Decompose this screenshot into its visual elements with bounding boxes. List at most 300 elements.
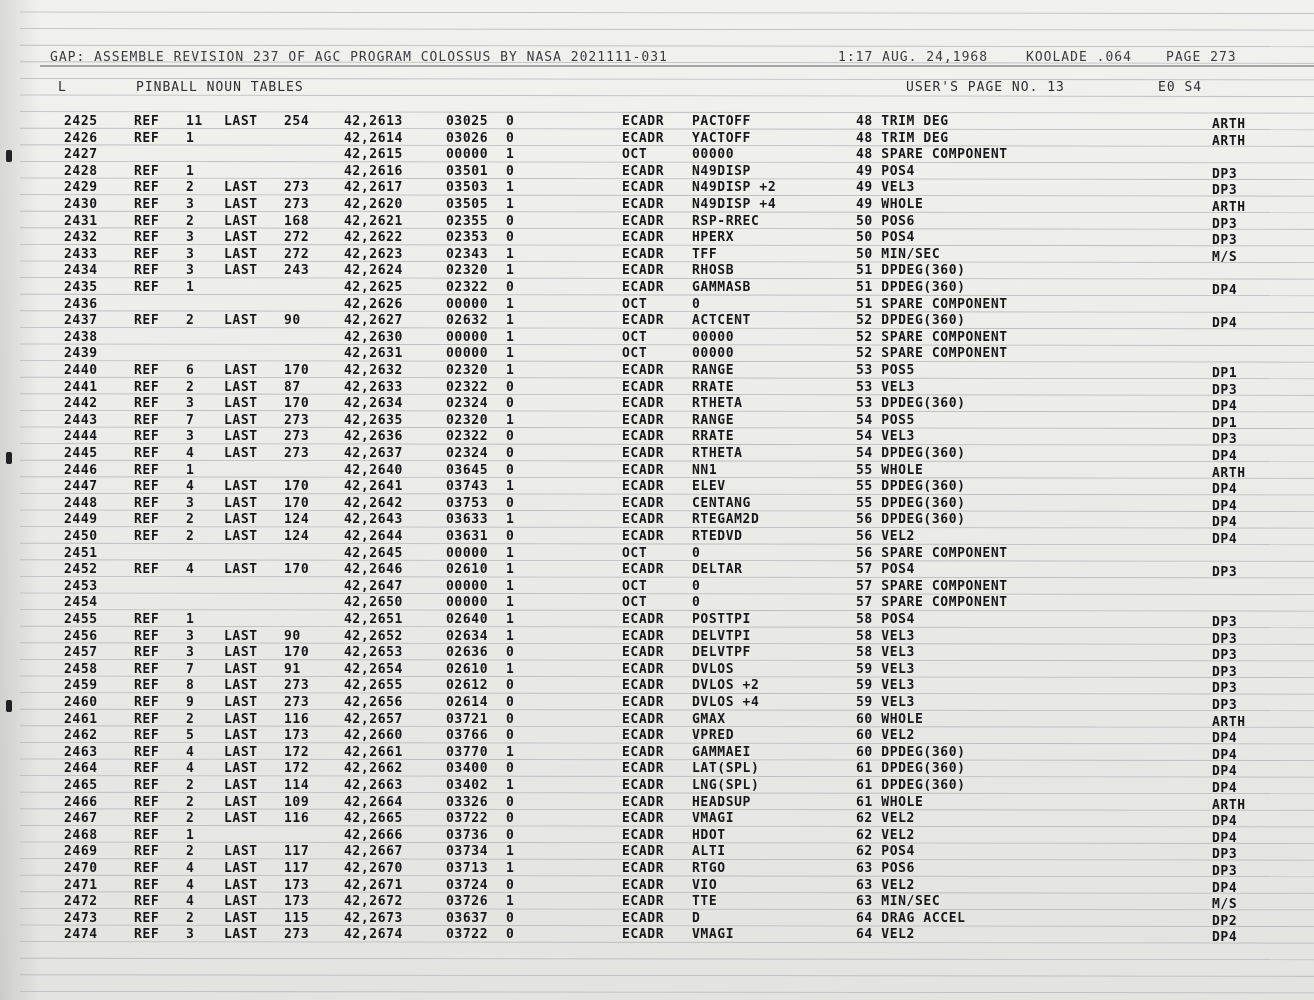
parity-bit: 0 <box>506 645 515 661</box>
ref-tag: REF <box>134 313 160 329</box>
line-number: 2468 <box>64 827 98 843</box>
opcode: ECADR <box>622 163 665 179</box>
operand: GAMMASB <box>692 280 751 295</box>
memory-address: 42,2644 <box>344 529 403 544</box>
memory-address: 42,2617 <box>344 180 403 196</box>
last-tag: LAST <box>224 446 258 461</box>
opcode: ECADR <box>622 894 665 910</box>
ref-count: 2 <box>186 529 195 544</box>
scale-format: DP4 <box>1212 449 1238 464</box>
memory-address: 42,2672 <box>344 894 403 910</box>
parity-bit: 0 <box>506 396 515 412</box>
operand: 00000 <box>692 147 735 163</box>
octal-value: 03637 <box>446 910 489 926</box>
listing-row <box>0 214 1314 230</box>
noun-comment: 51 DPDEG(360) <box>856 263 966 279</box>
scale-format: DP4 <box>1212 515 1238 531</box>
memory-address: 42,2663 <box>344 778 403 793</box>
noun-comment: 64 DRAG ACCEL <box>856 910 966 926</box>
noun-comment: 53 VEL3 <box>856 379 915 395</box>
opcode: ECADR <box>622 811 665 827</box>
parity-bit: 0 <box>506 379 515 395</box>
operand: RANGE <box>692 363 735 378</box>
noun-comment: 56 SPARE COMPONENT <box>856 545 1008 561</box>
scale-format: DP4 <box>1212 747 1238 763</box>
line-number: 2462 <box>64 728 98 744</box>
octal-value: 03713 <box>446 861 489 876</box>
last-tag: LAST <box>224 711 258 727</box>
memory-address: 42,2642 <box>344 495 403 511</box>
operand: 0 <box>692 545 701 561</box>
octal-value: 02640 <box>446 612 489 627</box>
octal-value: 02322 <box>446 429 489 445</box>
noun-comment: 55 DPDEG(360) <box>856 479 966 495</box>
ref-count: 2 <box>186 379 195 395</box>
scale-format: DP1 <box>1212 366 1238 381</box>
listing-row <box>0 894 1314 913</box>
noun-comment: 58 POS4 <box>856 612 915 627</box>
section-title: PINBALL NOUN TABLES <box>136 80 304 95</box>
noun-comment: 60 VEL2 <box>856 728 915 744</box>
last-page: 91 <box>284 661 301 677</box>
parity-bit: 0 <box>506 213 515 229</box>
operand: N49DISP <box>692 163 751 179</box>
memory-address: 42,2615 <box>344 147 403 163</box>
ref-count: 8 <box>186 678 195 694</box>
noun-comment: 50 MIN/SEC <box>856 246 941 262</box>
line-number: 2448 <box>64 495 98 511</box>
opcode: ECADR <box>622 910 665 926</box>
octal-value: 02320 <box>446 412 489 428</box>
last-tag: LAST <box>224 197 258 212</box>
opcode: OCT <box>622 147 648 163</box>
opcode: OCT <box>622 346 648 362</box>
parity-bit: 1 <box>506 545 515 561</box>
opcode: OCT <box>622 296 648 312</box>
last-tag: LAST <box>224 246 258 262</box>
line-number: 2426 <box>64 130 98 146</box>
ref-tag: REF <box>134 628 160 644</box>
operand: 0 <box>692 595 701 611</box>
opcode: ECADR <box>622 761 665 777</box>
scale-format: ARTH <box>1212 117 1246 132</box>
last-tag: LAST <box>224 744 258 760</box>
operand: POSTTPI <box>692 612 751 627</box>
scale-format: DP3 <box>1212 864 1238 879</box>
ref-tag: REF <box>134 744 160 760</box>
ref-tag: REF <box>134 130 160 146</box>
last-tag: LAST <box>224 529 258 544</box>
operand: LNG(SPL) <box>692 778 760 793</box>
parity-bit: 1 <box>506 329 515 345</box>
noun-comment: 49 VEL3 <box>856 180 915 196</box>
octal-value: 00000 <box>446 329 489 345</box>
operand: RTEGAM2D <box>692 512 760 528</box>
listing-row <box>0 778 1314 794</box>
operand: DVLOS +4 <box>692 695 760 710</box>
memory-address: 42,2633 <box>344 379 403 395</box>
scale-format: DP3 <box>1212 382 1238 398</box>
ref-tag: REF <box>134 263 160 279</box>
ref-count: 3 <box>186 628 195 644</box>
ref-count: 2 <box>186 512 195 528</box>
ref-count: 2 <box>186 794 195 810</box>
last-tag: LAST <box>224 661 258 677</box>
scale-format: DP3 <box>1212 664 1238 680</box>
last-tag: LAST <box>224 877 258 893</box>
opcode: ECADR <box>622 695 665 710</box>
noun-comment: 56 VEL2 <box>856 529 915 544</box>
opcode: ECADR <box>622 844 665 860</box>
ref-count: 3 <box>186 495 195 511</box>
last-page: 170 <box>284 562 310 578</box>
ref-count: 2 <box>186 711 195 727</box>
noun-comment: 54 DPDEG(360) <box>856 446 966 461</box>
operand: RRATE <box>692 379 735 395</box>
memory-address: 42,2641 <box>344 479 403 495</box>
listing-row <box>0 878 1314 894</box>
ruled-line <box>20 12 1314 14</box>
last-page: 273 <box>284 412 310 428</box>
parity-bit: 0 <box>506 280 515 295</box>
last-tag: LAST <box>224 429 258 445</box>
scale-format: DP4 <box>1212 316 1238 332</box>
ref-count: 1 <box>186 163 195 179</box>
ref-count: 3 <box>186 197 195 212</box>
scale-format: DP3 <box>1212 166 1238 182</box>
line-number: 2431 <box>64 213 98 229</box>
listing-row <box>0 712 1314 728</box>
parity-bit: 1 <box>506 412 515 428</box>
noun-comment: 63 MIN/SEC <box>856 894 941 910</box>
octal-value: 02322 <box>446 280 489 295</box>
last-page: 273 <box>284 197 310 212</box>
eo-code: E0 S4 <box>1158 80 1203 95</box>
octal-value: 03326 <box>446 794 489 810</box>
listing-row <box>0 529 1314 545</box>
opcode: ECADR <box>622 263 665 279</box>
opcode: ECADR <box>622 479 665 495</box>
ref-count: 7 <box>186 412 195 428</box>
last-tag: LAST <box>224 844 258 860</box>
parity-bit: 0 <box>506 130 515 146</box>
listing-row <box>0 197 1314 213</box>
noun-comment: 63 POS6 <box>856 861 915 876</box>
last-page: 173 <box>284 894 310 910</box>
last-tag: LAST <box>224 396 258 412</box>
listing-row <box>0 429 1314 448</box>
opcode: ECADR <box>622 462 665 478</box>
noun-comment: 64 VEL2 <box>856 927 915 943</box>
memory-address: 42,2616 <box>344 163 403 179</box>
opcode: ECADR <box>622 412 665 428</box>
octal-value: 00000 <box>446 545 489 561</box>
operand: HDOT <box>692 827 726 843</box>
scale-format: DP4 <box>1212 814 1238 830</box>
operand: VMAGI <box>692 927 735 943</box>
scale-format: DP4 <box>1212 498 1238 514</box>
line-number: 2428 <box>64 163 98 179</box>
opcode: ECADR <box>622 628 665 644</box>
ref-tag: REF <box>134 927 160 943</box>
line-number: 2472 <box>64 894 98 910</box>
noun-comment: 48 TRIM DEG <box>856 130 949 146</box>
last-tag: LAST <box>224 761 258 777</box>
parity-bit: 0 <box>506 794 515 810</box>
octal-value: 02353 <box>446 230 489 246</box>
memory-address: 42,2630 <box>344 329 403 345</box>
octal-value: 02320 <box>446 263 489 279</box>
scale-format: DP3 <box>1212 183 1238 199</box>
memory-address: 42,2647 <box>344 578 403 594</box>
parity-bit: 1 <box>506 180 515 196</box>
ref-count: 4 <box>186 744 195 760</box>
operand: DELVTPF <box>692 645 751 661</box>
octal-value: 00000 <box>446 578 489 594</box>
ref-count: 5 <box>186 728 195 744</box>
octal-value: 03025 <box>446 114 489 129</box>
line-number: 2449 <box>64 512 98 528</box>
ref-count: 2 <box>186 313 195 329</box>
noun-comment: 60 DPDEG(360) <box>856 744 966 760</box>
ref-tag: REF <box>134 695 160 710</box>
ref-tag: REF <box>134 363 160 378</box>
listing-title: GAP: ASSEMBLE REVISION 237 OF AGC PROGRAM COLOSSUS BY NASA 2021111-031 <box>50 50 668 65</box>
operand: VMAGI <box>692 811 735 827</box>
opcode: ECADR <box>622 927 665 943</box>
last-page: 116 <box>284 711 310 727</box>
last-page: 170 <box>284 495 310 511</box>
ruled-line <box>20 95 1314 97</box>
parity-bit: 0 <box>506 114 515 129</box>
line-number: 2438 <box>64 329 98 345</box>
line-number: 2447 <box>64 479 98 495</box>
opcode: ECADR <box>622 877 665 893</box>
memory-address: 42,2661 <box>344 744 403 760</box>
line-number: 2455 <box>64 612 98 627</box>
operand: LAT(SPL) <box>692 761 760 777</box>
ref-tag: REF <box>134 811 160 827</box>
last-page: 172 <box>284 744 310 760</box>
last-tag: LAST <box>224 180 258 196</box>
ref-tag: REF <box>134 446 160 461</box>
octal-value: 02632 <box>446 313 489 329</box>
opcode: ECADR <box>622 230 665 246</box>
last-tag: LAST <box>224 213 258 229</box>
opcode: ECADR <box>622 379 665 395</box>
octal-value: 02320 <box>446 363 489 378</box>
opcode: ECADR <box>622 396 665 412</box>
memory-address: 42,2627 <box>344 313 403 329</box>
opcode: ECADR <box>622 246 665 262</box>
last-page: 172 <box>284 761 310 777</box>
scale-format: ARTH <box>1212 465 1246 481</box>
noun-comment: 59 VEL3 <box>856 661 915 677</box>
last-tag: LAST <box>224 794 258 810</box>
opcode: ECADR <box>622 495 665 511</box>
scale-format: ARTH <box>1212 714 1246 730</box>
ref-tag: REF <box>134 462 160 478</box>
listing-row <box>0 380 1314 396</box>
last-page: 170 <box>284 396 310 412</box>
octal-value: 03743 <box>446 479 489 495</box>
last-tag: LAST <box>224 114 258 129</box>
memory-address: 42,2634 <box>344 396 403 412</box>
octal-value: 03724 <box>446 877 489 893</box>
last-page: 124 <box>284 512 310 528</box>
memory-address: 42,2636 <box>344 429 403 445</box>
operand: VIO <box>692 877 718 893</box>
memory-address: 42,2632 <box>344 363 403 378</box>
noun-comment: 50 POS6 <box>856 213 915 229</box>
operand: DELTAR <box>692 562 743 578</box>
scale-format: DP3 <box>1212 847 1238 863</box>
ruled-line <box>20 45 1314 47</box>
opcode: ECADR <box>622 562 665 578</box>
octal-value: 03721 <box>446 711 489 727</box>
last-page: 87 <box>284 379 301 395</box>
memory-address: 42,2670 <box>344 861 403 876</box>
opcode: ECADR <box>622 861 665 876</box>
octal-value: 03505 <box>446 197 489 212</box>
line-number: 2454 <box>64 595 98 611</box>
last-tag: LAST <box>224 645 258 661</box>
octal-value: 02324 <box>446 446 489 461</box>
octal-value: 02634 <box>446 628 489 644</box>
octal-value: 03722 <box>446 811 489 827</box>
parity-bit: 0 <box>506 230 515 246</box>
ref-tag: REF <box>134 529 160 544</box>
line-number: 2427 <box>64 147 98 163</box>
noun-comment: 53 DPDEG(360) <box>856 396 966 412</box>
ref-count: 2 <box>186 844 195 860</box>
operand: TTE <box>692 894 718 910</box>
parity-bit: 1 <box>506 661 515 677</box>
last-page: 272 <box>284 230 310 246</box>
memory-address: 42,2664 <box>344 794 403 810</box>
ref-tag: REF <box>134 678 160 694</box>
parity-bit: 0 <box>506 827 515 843</box>
memory-address: 42,2640 <box>344 462 403 478</box>
memory-address: 42,2631 <box>344 346 403 362</box>
operand: RTHETA <box>692 396 743 412</box>
octal-value: 02612 <box>446 678 489 694</box>
parity-bit: 0 <box>506 910 515 926</box>
scale-format: DP4 <box>1212 930 1238 946</box>
line-number: 2463 <box>64 744 98 760</box>
line-number: 2439 <box>64 346 98 362</box>
line-number: 2452 <box>64 562 98 578</box>
listing-row <box>0 147 1314 163</box>
line-number: 2440 <box>64 363 98 378</box>
listing-row <box>0 695 1314 711</box>
operand: N49DISP +2 <box>692 180 777 196</box>
scale-format: DP3 <box>1212 565 1238 581</box>
noun-comment: 63 VEL2 <box>856 877 915 893</box>
ref-count: 1 <box>186 462 195 478</box>
parity-bit: 1 <box>506 197 515 212</box>
ruled-line <box>20 958 1314 960</box>
octal-value: 03645 <box>446 462 489 478</box>
listing-row <box>0 811 1314 830</box>
listing-row <box>0 346 1314 362</box>
listing-row <box>0 463 1314 479</box>
ref-tag: REF <box>134 512 160 528</box>
octal-value: 02610 <box>446 661 489 677</box>
ref-tag: REF <box>134 163 160 179</box>
last-page: 90 <box>284 313 301 329</box>
scale-format: DP4 <box>1212 880 1238 896</box>
last-page: 116 <box>284 811 310 827</box>
last-page: 170 <box>284 645 310 661</box>
listing-mark: L <box>58 80 67 95</box>
scale-format: DP4 <box>1212 764 1238 780</box>
line-number: 2465 <box>64 778 98 793</box>
last-tag: LAST <box>224 894 258 910</box>
noun-comment: 49 POS4 <box>856 163 915 179</box>
parity-bit: 1 <box>506 844 515 860</box>
memory-address: 42,2643 <box>344 512 403 528</box>
octal-value: 03503 <box>446 180 489 196</box>
noun-comment: 48 SPARE COMPONENT <box>856 147 1008 163</box>
listing-row <box>0 230 1314 249</box>
opcode: ECADR <box>622 678 665 694</box>
octal-value: 03402 <box>446 778 489 793</box>
line-number: 2461 <box>64 711 98 727</box>
operand: YACTOFF <box>692 130 751 146</box>
noun-comment: 56 DPDEG(360) <box>856 512 966 528</box>
last-page: 124 <box>284 529 310 544</box>
operand: 0 <box>692 296 701 312</box>
noun-comment: 51 DPDEG(360) <box>856 280 966 295</box>
scale-format: DP3 <box>1212 631 1238 647</box>
memory-address: 42,2621 <box>344 213 403 229</box>
ref-count: 2 <box>186 811 195 827</box>
line-number: 2430 <box>64 197 98 212</box>
memory-address: 42,2614 <box>344 130 403 146</box>
octal-value: 03766 <box>446 728 489 744</box>
listing-row <box>0 795 1314 811</box>
last-tag: LAST <box>224 363 258 378</box>
listing-row <box>0 313 1314 332</box>
last-tag: LAST <box>224 861 258 876</box>
listing-row <box>0 861 1314 877</box>
last-page: 254 <box>284 114 310 129</box>
line-number: 2456 <box>64 628 98 644</box>
line-number: 2446 <box>64 462 98 478</box>
parity-bit: 1 <box>506 263 515 279</box>
last-page: 173 <box>284 877 310 893</box>
operand: PACTOFF <box>692 114 751 129</box>
ref-tag: REF <box>134 645 160 661</box>
line-number: 2457 <box>64 645 98 661</box>
scale-format: DP4 <box>1212 399 1238 415</box>
parity-bit: 1 <box>506 363 515 378</box>
memory-address: 42,2624 <box>344 263 403 279</box>
listing-row <box>0 844 1314 863</box>
last-page: 273 <box>284 678 310 694</box>
parity-bit: 0 <box>506 495 515 511</box>
last-page: 168 <box>284 213 310 229</box>
print-date: 1:17 AUG. 24,1968 <box>838 50 989 65</box>
ref-tag: REF <box>134 661 160 677</box>
ref-count: 2 <box>186 213 195 229</box>
last-tag: LAST <box>224 230 258 246</box>
opcode: OCT <box>622 329 648 345</box>
line-number: 2464 <box>64 761 98 777</box>
memory-address: 42,2656 <box>344 695 403 710</box>
koolade-version: KOOLADE .064 <box>1026 50 1132 65</box>
